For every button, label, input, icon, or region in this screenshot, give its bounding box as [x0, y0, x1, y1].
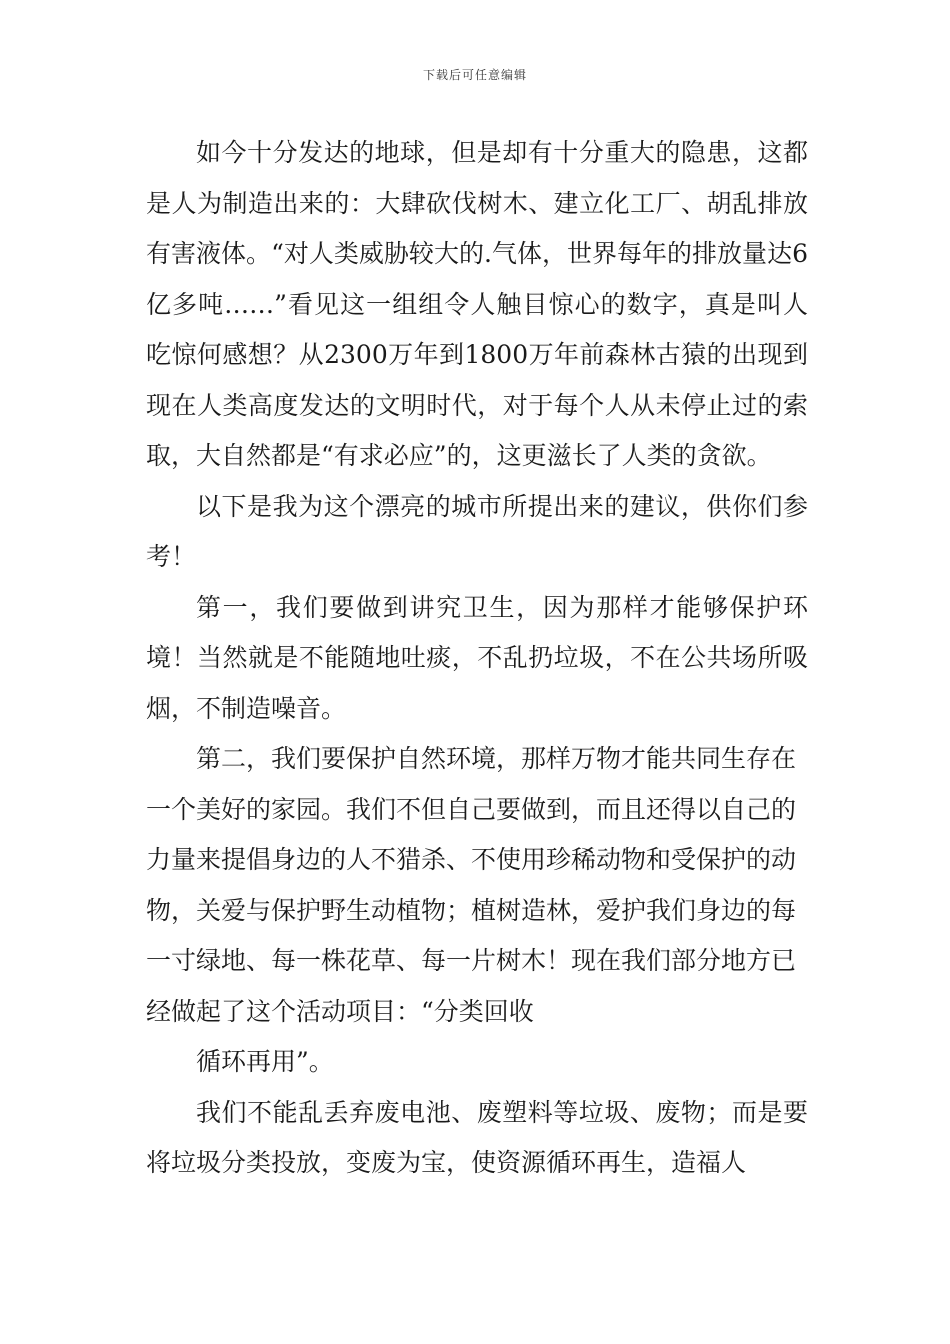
paragraph-4: 第二，我们要保护自然环境，那样万物才能共同生存在一个美好的家园。我们不但自己要做到，而且还得以自己的力量来提倡身边的人不猎杀、不使用珍稀动物和受保护的动物，关爱与保护野生动植物；植树造林，爱护我们身边的每一寸绿地、每一株花草、每一片树木！现在我们部分地方已经做起了这个活动项目：“分类回收 [146, 744, 797, 1026]
paragraph-5: 循环再用”。 [196, 1047, 334, 1076]
document-body [146, 128, 808, 1189]
paragraph-1: 如今十分发达的地球，但是却有十分重大的隐患，这都是人为制造出来的：大肆砍伐树木、建立化工厂、胡乱排放有害液体。“对人类威胁较大的.气体，世界每年的排放量达6亿多吨……”看见这一组组令人触目惊心的数字，真是叫人吃惊何感想？从2300万年到1800万年前森林古猿的出现到现在人类高度发达的文明时代，对于每个人从未停止过的索取，大自然都是“有求必应”的，这更滋长了人类的贪欲。 [146, 138, 808, 470]
paragraph-6: 我们不能乱丢弃废电池、废塑料等垃圾、废物；而是要将垃圾分类投放，变废为宝，使资源循环再生，造福人 [146, 1097, 808, 1177]
paragraph-3: 第一，我们要做到讲究卫生，因为那样才能够保护环境！当然就是不能随地吐痰，不乱扔垃圾，不在公共场所吸烟，不制造噪音。 [146, 592, 808, 723]
paragraph-2: 以下是我为这个漂亮的城市所提出来的建议，供你们参考！ [146, 491, 808, 571]
header-note: 下载后可任意编辑 [422, 68, 527, 82]
